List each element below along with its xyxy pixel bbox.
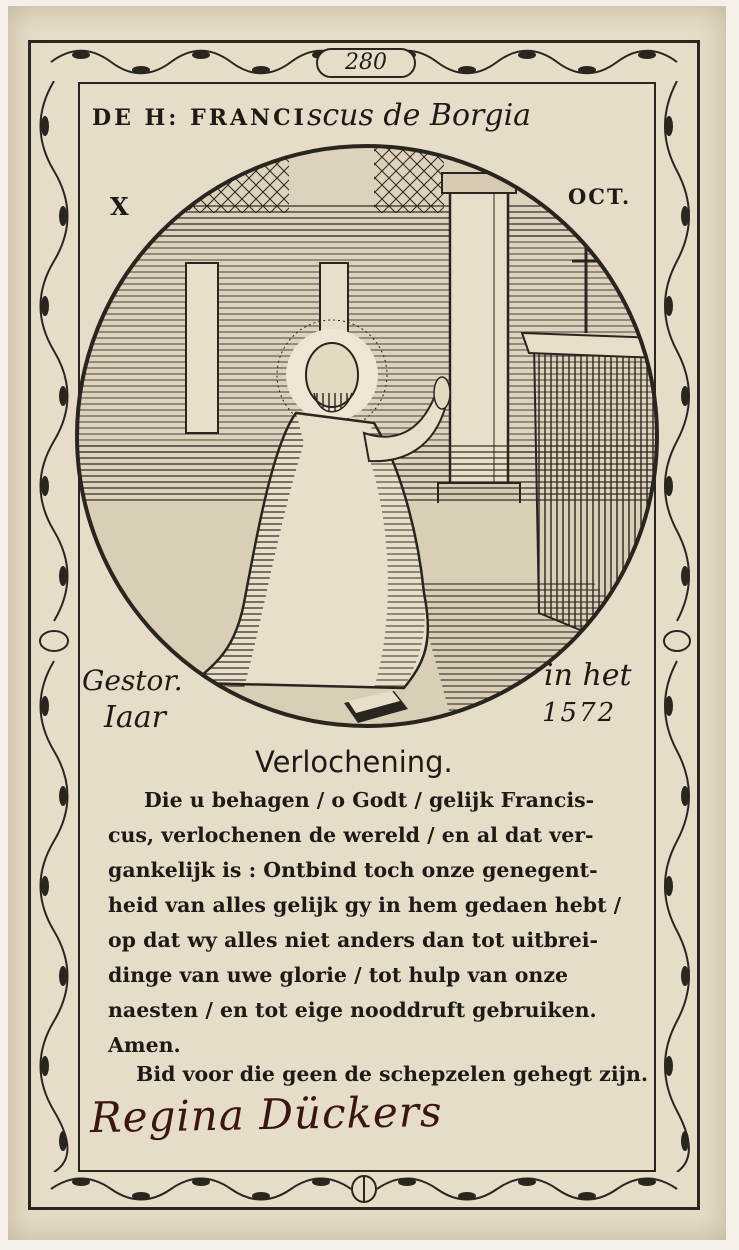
prayer-line: dinge van uwe glorie / tot hulp van onze <box>108 963 569 987</box>
died-label: Gestor. <box>82 664 183 697</box>
section-heading: Verlochening. <box>255 745 453 779</box>
feast-month: OCT. <box>568 184 632 209</box>
prayer-text <box>108 783 648 1063</box>
prayer-line: heid van alles gelijk gy in hem gedaen hebt / <box>108 893 622 917</box>
year-label: Iaar <box>104 700 166 735</box>
bottom-ornament-border <box>31 1172 697 1207</box>
title-caps: DE H: FRANCI <box>92 105 307 131</box>
handwritten-signature: Regina Dückers <box>89 1086 443 1143</box>
page-number: 280 <box>316 48 416 78</box>
feast-day: X <box>110 192 129 221</box>
page-title <box>92 98 642 138</box>
prayer-line: Die u behagen / o Godt / gelijk Francis- <box>144 788 595 812</box>
prayer-line: naesten / en tot eige nooddruft gebruiken. <box>108 998 597 1022</box>
right-ornament-border <box>657 81 697 1172</box>
prayer-line: Amen. <box>108 1033 181 1057</box>
prayer-line: gankelijk is : Ontbind toch onze genegent- <box>108 858 598 882</box>
prayer-line: op dat wy alles niet anders dan tot uitbrei- <box>108 928 599 952</box>
left-ornament-border <box>31 81 77 1172</box>
place-label: in het <box>544 658 632 693</box>
death-year: 1572 <box>542 698 617 728</box>
saint-engraving <box>74 143 660 729</box>
prayer-line: cus, verlochenen de wereld / en al dat ver- <box>108 823 594 847</box>
title-script: scus de Borgia <box>306 98 532 133</box>
closing-line: Bid voor die geen de schepzelen gehegt zijn. <box>136 1062 649 1086</box>
